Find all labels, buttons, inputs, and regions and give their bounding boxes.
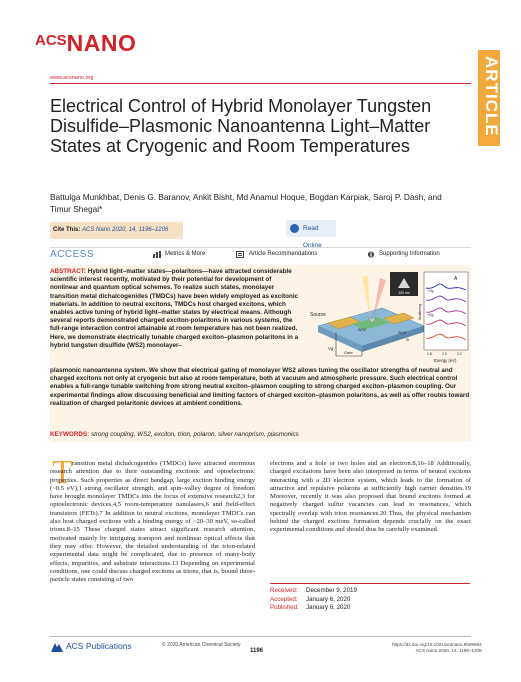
footer-rule: [50, 636, 471, 637]
body-column-left: ransition metal dichalcogenides (TMDCs) have attracted enormous research attention due to their outstanding excitonic and optoelectronic properties. Such properties as direct bandgap, large exciton binding energy (~0.5 eV),1 strong oscillator strength, and spin–valley degree of freedom have brought monolayer TMDCs into the focus of extensive research2,3 for optoelectronic devices,4,5 room-temperature nanolasers,6 and field-effect transistors (FETs).7 In addition to neutral excitons, monolayer TMDCs can also host charged excitons with a binding energy of ~20–30 meV, so-called trions.8–15 These charged states attract significant research attention, motivated mainly by intriguing transport and nonlinear optical effects that they may offer. However, the detailed understanding of the trion-related experimental data might be complicated, due to presence of many-body effects, impurities, and substrate interactions.13 Depending on experimental conditions, one could discuss charged excitons as trions, that is, bound three-particle states consisting of two: [50, 460, 255, 584]
published-label: Published:: [270, 604, 299, 611]
article-dates: [270, 587, 357, 613]
x-tick-3: 2.2: [457, 352, 462, 356]
read-online-label: Read Online: [303, 225, 322, 249]
panel-letter: A: [454, 276, 458, 282]
author-list: Battulga Munkhbat, Denis G. Baranov, Ankit Bisht, Md Anamul Hoque, Bogdan Karpiak, Saroj P. Dash, and Timur Shegai*: [50, 192, 442, 214]
abstract-wrapped-text: [50, 268, 300, 350]
logo-prefix: ACS: [35, 32, 67, 49]
abstract-label: ABSTRACT:: [50, 268, 87, 275]
recommendations-link[interactable]: Article Recommendations: [249, 251, 318, 257]
metrics-link[interactable]: Metrics & More: [165, 251, 206, 257]
si-label: Si: [406, 338, 410, 342]
abstract-text-part1: Hybrid light–matter states—polaritons—have attracted considerable scientific interest recently, motivated by their potential for development of nonlinear and quantum optical schemes. To realize such states, monolayer transition metal dichalcogenides (TMDCs) have been widely employed as excitonic materials. In addition to neutral excitons, TMDCs host charged excitons, which enables active tuning of hybrid light–matter states by electrical means. Although several reports demonstrated charged exciton-polaritons in various systems, the full-range interaction control attainable at room temperature has not been realized. Here, we demonstrate electrically tunable charged exciton–plasmon polaritons in a hybrid tungsten disulfide (WS2) monolayer–: [50, 268, 299, 349]
pos-vg-label: +Vg: [427, 313, 434, 317]
article-title: Electrical Control of Hybrid Monolayer Tungsten Disulfide–Plasmonic Nanoantenna Light–Matter States at Cryogenic and Room Temperatures: [50, 96, 432, 156]
gate-label: Gate: [344, 350, 353, 355]
read-online-icon: [290, 224, 299, 233]
cite-label: Cite This:: [53, 227, 81, 233]
copyright-notice: © 2020 American Chemical Society: [162, 642, 241, 648]
journal-reference: ACS Nano 2020, 14, 1196–1206: [415, 648, 482, 653]
published-date: January 6, 2020: [306, 604, 351, 611]
supporting-info-icon: [367, 251, 375, 258]
sio2-label: SiO2: [398, 331, 406, 335]
dates-rule: [270, 583, 470, 584]
article-side-label: ARTICLE: [482, 56, 501, 137]
accepted-date: January 6, 2020: [306, 595, 351, 603]
scale-bar-label: 100 nm: [398, 291, 410, 295]
page-number: 1196: [250, 648, 264, 654]
drop-cap: T: [52, 454, 73, 491]
doi-link[interactable]: https://dx.doi.org/10.1021/acsnano.9b09684: [392, 642, 482, 647]
journal-url[interactable]: www.acsnano.org: [50, 75, 94, 81]
doi-block: [392, 642, 482, 654]
received-label: Received:: [270, 587, 298, 594]
abstract-full-text: plasmonic nanoantenna system. We show that electrical gating of monolayer WS2 allows tuning the oscillator strengths of neutral and charged excitons not only at cryogenic but also at room temperature, both at vacuum and atmospheric pressure. Such electrical control enables a full-range tunable switching from strong neutral exciton–plasmon coupling to strong charged exciton–plasmon coupling. Our experimental findings allow discussing beneficial and limiting factors of charged exciton–plasmon polaritons, as well as offer routes toward realization of charged polaritonic devices at ambient conditions.: [50, 367, 470, 407]
access-label: ACCESS: [50, 249, 95, 260]
header-rule: [50, 83, 471, 84]
cite-this-box[interactable]: [50, 222, 183, 239]
abstract-figure: [306, 268, 471, 364]
neg-vg-label: −Vg: [427, 289, 434, 293]
acs-publications-logo-icon: [50, 641, 64, 653]
vg-label: Vg: [328, 346, 334, 351]
metrics-icon: [153, 251, 161, 258]
journal-logo: [35, 30, 136, 57]
x-axis-label: Energy (eV): [434, 358, 457, 363]
x-tick-2: 2.0: [442, 352, 447, 356]
logo-main: NANO: [66, 30, 137, 56]
keywords-list: strong coupling, WS2, exciton, trion, polaron, silver nanoprism, plasmonics: [90, 431, 299, 438]
body-column-right: electrons and a hole or two holes and an electron.8,16–18 Additionally, charged excitations have been also interpreted in terms of neutral excitons interacting with a 2D electron system, which leads to the formation of attractive and repulsive polarons at sufficiently high carrier densities.19 Moreover, recently it was also proposed that bound excitons formed at negatively charged sulfur vacancies can lead to resonances, which spectrally overlap with trion resonances.20 Thus, the physical mechanism behind the charged excitons formation depends crucially on the exact experimental conditions and should thus be carefully examined.: [270, 460, 471, 534]
y-axis-label: Scattering: [418, 303, 422, 320]
accepted-label: Accepted:: [270, 595, 298, 603]
ws2-label: WS2: [358, 328, 366, 332]
source-label: Source: [310, 312, 326, 318]
publisher-name: ACS Publications: [66, 641, 132, 651]
x-tick-1: 1.8: [427, 352, 432, 356]
keywords-label: KEYWORDS:: [50, 431, 90, 438]
supporting-info-link[interactable]: Supporting Information: [379, 251, 440, 257]
recommendations-icon: [236, 251, 244, 258]
keywords-line: [50, 431, 471, 438]
cite-reference: ACS Nano 2020, 14, 1196–1206: [82, 227, 169, 233]
received-date: December 9, 2019: [306, 587, 357, 594]
